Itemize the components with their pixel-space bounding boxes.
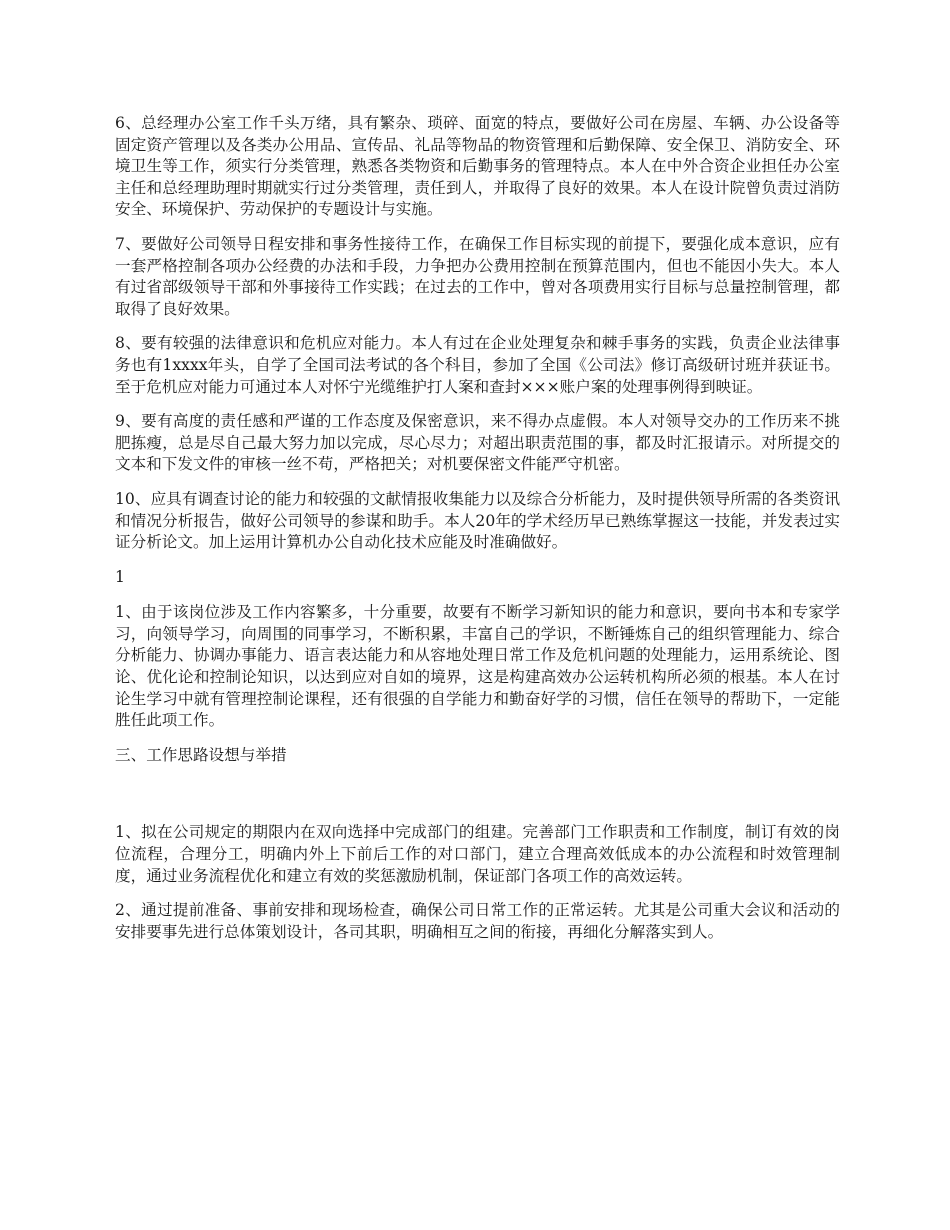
page-marker: 1 <box>115 567 125 586</box>
paragraph-item-9: 9、要有高度的责任感和严谨的工作态度及保密意识，来不得办点虚假。本人对领导交办的工作历来不挑肥拣瘦，总是尽自己最大努力加以完成，尽心尽力；对超出职责范围的事，都及时汇报请示。对所提交的文本和下发文件的审核一丝不苟，严格把关；对机要保密文件能严守机密。 <box>115 412 840 474</box>
paragraph-item-6: 6、总经理办公室工作千头万绪，具有繁杂、琐碎、面宽的特点，要做好公司在房屋、车辆、办公设备等固定资产管理以及各类办公用品、宣传品、礼品等物品的物资管理和后勤保障、安全保卫、消防安全、环境卫生等工作，须实行分类管理，熟悉各类物资和后勤事务的管理特点。本人在中外合资企业担任办公室主任和总经理助理时期就实行过分类管理，责任到人，并取得了良好的效果。本人在设计院曾负责过消防安全、环境保护、劳动保护的专题设计与实施。 <box>115 114 840 219</box>
section-paragraph-1: 1、拟在公司规定的期限内在双向选择中完成部门的组建。完善部门工作职责和工作制度，制订有效的岗位流程，合理分工，明确内外上下前后工作的对口部门，建立合理高效低成本的办公流程和时效管理制度，通过业务流程优化和建立有效的奖惩激励机制，保证部门各项工作的高效运转。 <box>115 823 840 885</box>
section-paragraph-2: 2、通过提前准备、事前安排和现场检查，确保公司日常工作的正常运转。尤其是公司重大会议和活动的安排要事先进行总体策划设计，各司其职，明确相互之间的衔接，再细化分解落实到人。 <box>115 901 840 941</box>
paragraph-learning: 1、由于该岗位涉及工作内容繁多，十分重要，故要有不断学习新知识的能力和意识，要向书本和专家学习，向领导学习，向周围的同事学习，不断积累，丰富自己的学识，不断锤炼自己的组织管理能力、综合分析能力、协调办事能力、语言表达能力和从容地处理日常工作及危机问题的处理能力，运用系统论、图论、优化论和控制论知识，以达到应对自如的境界，这是构建高效办公运转机构所必须的根基。本人在讨论生学习中就有管理控制论课程，还有很强的自学能力和勤奋好学的习惯，信任在领导的帮助下，一定能胜任此项工作。 <box>115 603 840 730</box>
paragraph-item-7: 7、要做好公司领导日程安排和事务性接待工作，在确保工作目标实现的前提下，要强化成本意识，应有一套严格控制各项办公经费的办法和手段，力争把办公费用控制在预算范围内，但也不能因小失大。本人有过省部级领导干部和外事接待工作实践；在过去的工作中，曾对各项费用实行目标与总量控制管理，都取得了良好效果。 <box>115 234 840 318</box>
paragraph-item-8: 8、要有较强的法律意识和危机应对能力。本人有过在企业处理复杂和棘手事务的实践，负责企业法律事务也有1xxxx年头，自学了全国司法考试的各个科目，参加了全国《公司法》修订高级研讨班并获证书。至于危机应对能力可通过本人对怀宁光缆维护打人案和查封×××账户案的处理事例得到映证。 <box>115 334 840 396</box>
paragraph-item-10: 10、应具有调查讨论的能力和较强的文献情报收集能力以及综合分析能力，及时提供领导所需的各类资讯和情况分析报告，做好公司领导的参谋和助手。本人20年的学术经历早已熟练掌握这一技能，并发表过实证分析论文。加上运用计算机办公自动化技术应能及时准确做好。 <box>115 489 840 552</box>
document-body <box>115 113 840 956</box>
section-heading: 三、工作思路设想与举措 <box>115 745 287 764</box>
blank-space <box>115 780 840 822</box>
